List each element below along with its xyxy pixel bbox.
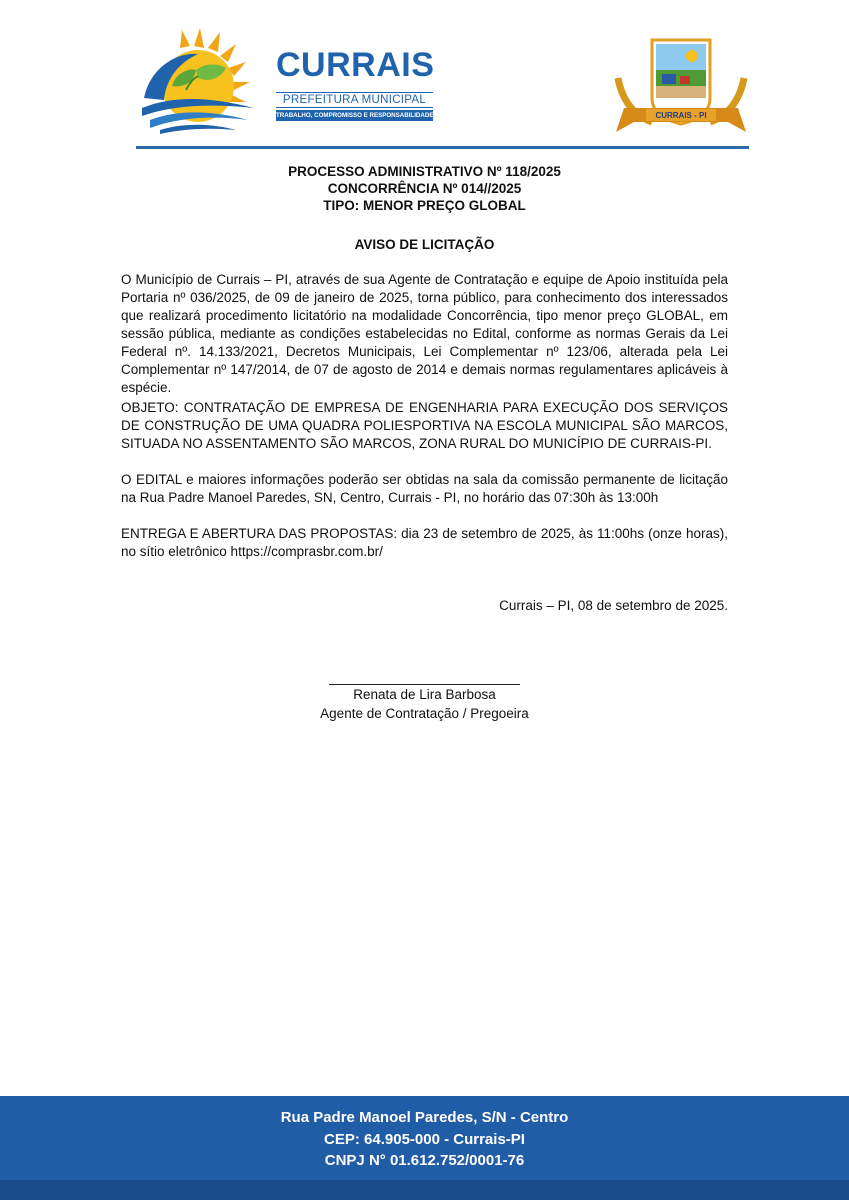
process-number: PROCESSO ADMINISTRATIVO Nº 118/2025 [288, 164, 561, 179]
signer-name: Renata de Lira Barbosa [353, 687, 496, 702]
building-icon [662, 74, 676, 84]
footer-cep: CEP: 64.905-000 - Currais-PI [324, 1131, 525, 1148]
footer-cnpj: CNPJ N° 01.612.752/0001-76 [324, 1152, 525, 1169]
object-paragraph: OBJETO: CONTRATAÇÃO DE EMPRESA DE ENGENHARIA PARA EXECUÇÃO DOS SERVIÇOS DE CONSTRUÇÃO DE UMA QUADRA POLIESPORTIVA NA ESCOLA MUNICIPAL SÃO MARCOS, SITUADA NO ASSENTAMENTO SÃO MARCOS, ZONA RURAL DO MUNICÍPIO DE CURRAIS-PI. [121, 400, 728, 451]
tender-type: TIPO: MENOR PREÇO GLOBAL [323, 198, 526, 213]
notice-title: AVISO DE LICITAÇÃO [354, 237, 495, 252]
intro-paragraph: O Município de Currais – PI, através de sua Agente de Contratação e equipe de Apoio instituída pela Portaria nº 036/2025, de 09 de janeiro de 2025, torna público, para conhecimento dos interessados que realizará procedimento licitatório na modalidade Concorrência, tipo menor preço GLOBAL, em sessão pública, mediante as condições estabelecidas no Edital, conforme as normas Gerais da Lei Federal nº. 14.133/2021, Decretos Municipais, Lei Complementar nº 123/06, alterada pela Lei Complementar nº 147/2014, de 07 de agosto de 2014 e demais normas regulamentares aplicáveis à espécie. [121, 272, 728, 395]
brand-tagline: TRABALHO, COMPROMISSO E RESPONSABILIDADE [276, 112, 434, 119]
signer-role: Agente de Contratação / Pregoeira [320, 706, 529, 721]
footer-stripe [0, 1180, 849, 1200]
seal-text: CURRAIS - PI [655, 111, 707, 120]
footer-address: Rua Padre Manoel Paredes, S/N - Centro [280, 1109, 569, 1126]
brand-title: CURRAIS [276, 46, 435, 84]
edital-paragraph: O EDITAL e maiores informações poderão ser obtidas na sala da comissão permanente de licitação na Rua Padre Manoel Paredes, SN, Centro, Currais - PI, no horário das 07:30h às 13:00h [121, 472, 728, 505]
sun-icon [686, 50, 698, 62]
competition-number: CONCORRÊNCIA Nº 014//2025 [327, 181, 522, 196]
footer [0, 1096, 849, 1200]
delivery-paragraph: ENTREGA E ABERTURA DAS PROPOSTAS: dia 23 de setembro de 2025, às 11:00hs (onze horas), no sítio eletrônico https://comprasbr.com.br/ [121, 526, 728, 559]
house-icon [680, 76, 690, 84]
brand-subtitle: PREFEITURA MUNICIPAL [276, 92, 433, 108]
header-rule [136, 146, 749, 149]
wave-icon-3 [160, 125, 236, 134]
place-date: Currais – PI, 08 de setembro de 2025. [499, 598, 728, 613]
signature-line [329, 684, 520, 685]
municipal-seal [612, 38, 750, 136]
